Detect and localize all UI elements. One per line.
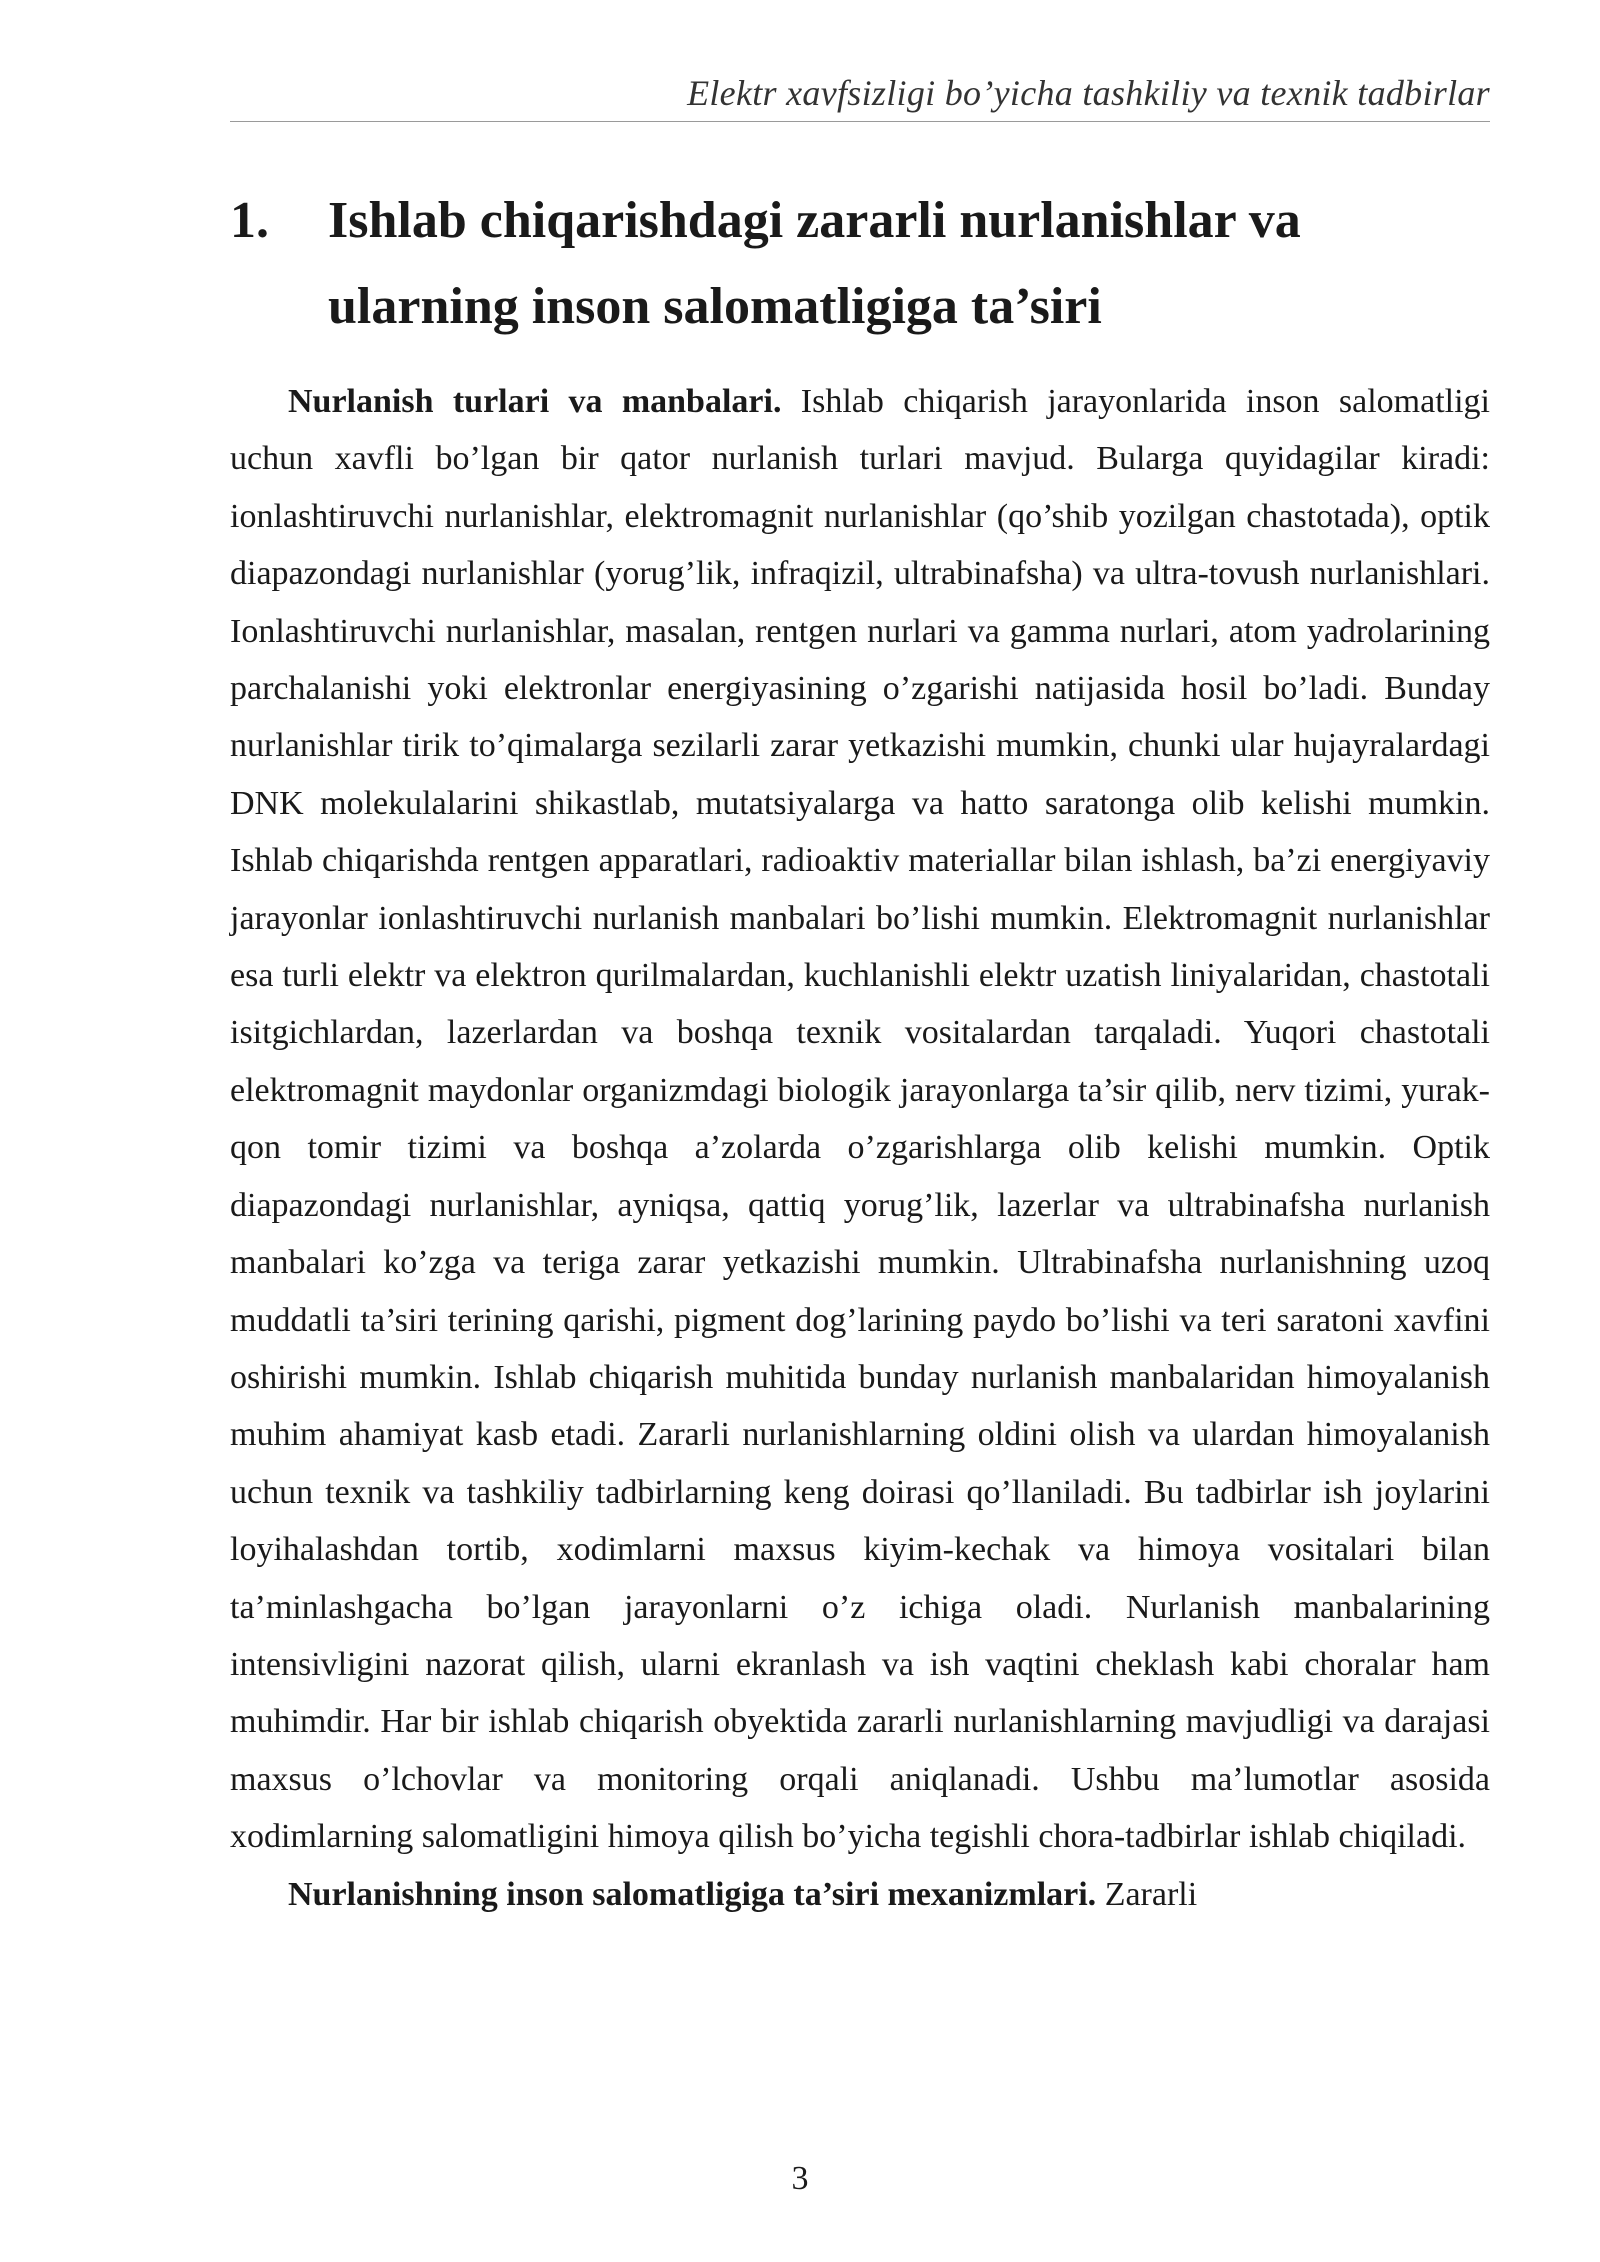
chapter-number: 1. [230, 192, 269, 249]
paragraph-lead-heading: Nurlanishning inson salomatligiga ta’siri mexanizmlari. [288, 1875, 1097, 1913]
paragraph [230, 1866, 1490, 1923]
header-divider [230, 121, 1490, 122]
body-text [230, 373, 1490, 1923]
paragraph-text: Zararli [1096, 1875, 1198, 1913]
paragraph-lead-heading: Nurlanish turlari va manbalari. [288, 383, 782, 420]
paragraph-text: Ishlab chiqarish jarayonlarida inson salomatligi uchun xavfli bo’lgan bir qator nurlanish turlari mavjud. Bularga quyidagilar kiradi: ionlashtiruvchi nurlanishlar, elektromagnit nurlanishlar (qo’shib yozilgan chastotada), optik diapazondagi nurlanishlar (yorug’lik, infraqizil, ultrabinafsha) va ultra-tovush nurlanishlari. Ionlashtiruvchi nurlanishlar, masalan, rentgen nurlari va gamma nurlari, atom yadrolarining parchalanishi yoki elektronlar energiyasining o’zgarishi natijasida hosil bo’ladi. Bunday nurlanishlar tirik to’qimalarga sezilarli zarar yetkazishi mumkin, chunki ular hujayralardagi DNK molekulalarini shikastlab, mutatsiyalarga va hatto saratonga olib kelishi mumkin. Ishlab chiqarishda rentgen apparatlari, radioaktiv materiallar bilan ishlash, ba’zi energiyaviy jarayonlar ionlashtiruvchi nurlanish manbalari bo’lishi mumkin. Elektromagnit nurlanishlar esa turli elektr va elektron qurilmalardan, kuchlanishli elektr uzatish liniyalaridan, chastotali isitgichlardan, lazerlardan va boshqa texnik vositalardan tarqaladi. Yuqori chastotali elektromagnit maydonlar organizmdagi biologik jarayonlarga ta’sir qilib, nerv tizimi, yurak-qon tomir tizimi va boshqa a’zolarda o’zgarishlarga olib kelishi mumkin. Optik diapazondagi nurlanishlar, ayniqsa, qattiq yorug’lik, lazerlar va ultrabinafsha nurlanish manbalari ko’zga va teriga zarar yetkazishi mumkin. Ultrabinafsha nurlanishning uzoq muddatli ta’siri terining qarishi, pigment dog’larining paydo bo’lishi va teri saratoni xavfini oshirishi mumkin. Ishlab chiqarish muhitida bunday nurlanish manbalaridan himoyalanish muhim ahamiyat kasb etadi. Zararli nurlanishlarning oldini olish va ulardan himoyalanish uchun texnik va tashkiliy tadbirlarning keng doirasi qo’llaniladi. Bu tadbirlar ish joylarini loyihalashdan tortib, xodimlarni maxsus kiyim-kechak va himoya vositalari bilan ta’minlashgacha bo’lgan jarayonlarni o’z ichiga oladi. Nurlanish manbalarining intensivligini nazorat qilish, ularni ekranlash va ish vaqtini cheklash kabi choralar ham muhimdir. Har bir ishlab chiqarish obyektida zararli nurlanishlarning mavjudligi va darajasi maxsus o’lchovlar va monitoring orqali aniqlanadi. Ushbu ma’lumotlar asosida xodimlarning salomatligini himoya qilish bo’yicha tegishli chora-tadbirlar ishlab chiqiladi. [230, 383, 1490, 1856]
chapter-heading [230, 178, 1490, 350]
running-header: Elektr xavfsizligi bo’yicha tashkiliy va texnik tadbirlar [687, 73, 1490, 113]
page-number: 3 [791, 2160, 809, 2197]
paragraph [230, 373, 1490, 1866]
chapter-title: Ishlab chiqarishdagi zararli nurlanishlar va ularning inson salomatligiga ta’siri [328, 192, 1301, 335]
